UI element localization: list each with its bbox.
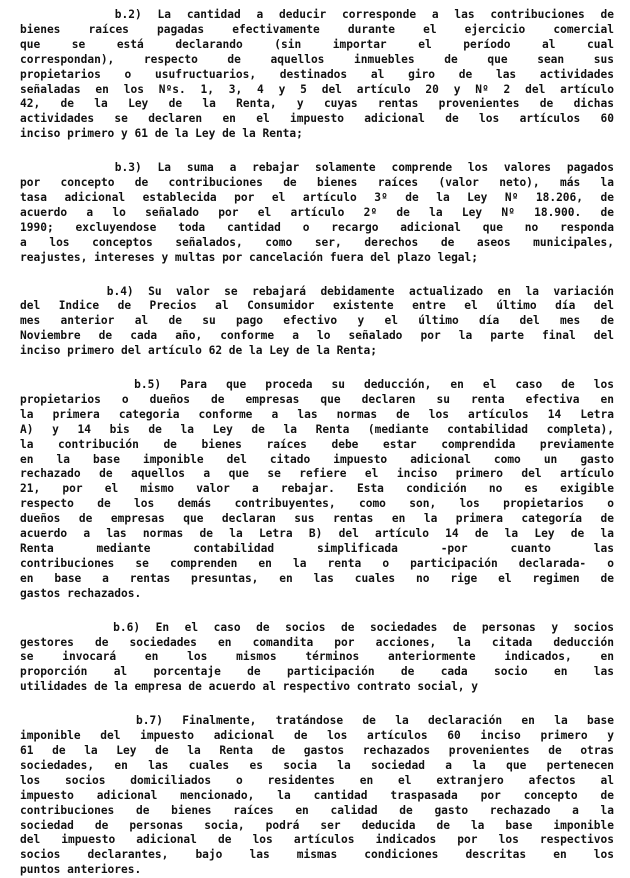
paragraph: [20, 714, 614, 878]
text-line: contribuciones de bienes raíces en calidad de gasto rechazado a la: [20, 803, 614, 817]
text-line: Noviembre de cada año, conforme a lo señalado por la parte final del: [20, 329, 614, 343]
text-line: inciso primero del artículo 62 de la Ley de la Renta;: [20, 344, 377, 358]
text-line: los socios domiciliados o residentes en el extranjero afectos al: [20, 773, 614, 787]
text-line: sociedad de personas socia, podrá ser deducida de la base imponible: [20, 818, 614, 832]
text-line: la primera categoria conforme a las normas de los artículos 14 Letra: [20, 407, 614, 421]
text-line: que se está declarando (sin importar el período al cual: [20, 37, 614, 51]
text-line: proporción al porcentaje de participación de cada socio en las: [20, 665, 614, 679]
text-line: b.5) Para que proceda su deducción, en el caso de los: [20, 378, 614, 392]
text-line: del impuesto adicional de los artículos indicados por los respectivos: [20, 833, 614, 847]
text-line: del Indice de Precios al Consumidor existente entre el último día del: [20, 299, 614, 313]
paragraph: [20, 8, 614, 142]
text-line: puntos anteriores.: [20, 863, 142, 877]
text-line: señaladas en los Nºs. 1, 3, 4 y 5 del artículo 20 y Nº 2 del artículo: [20, 82, 614, 96]
text-line: por concepto de contribuciones de bienes raíces (valor neto), más la: [20, 176, 614, 190]
text-line: gastos rechazados.: [20, 586, 142, 600]
text-line: sociedades, en las cuales es socia la sociedad a la que pertenecen: [20, 758, 614, 772]
text-line: imponible del impuesto adicional de los artículos 60 inciso primero y: [20, 729, 614, 743]
text-line: en la base imponible del citado impuesto adicional como un gasto: [20, 452, 614, 466]
paragraph: [20, 285, 614, 360]
text-line: acuerdo a lo señalado por el artículo 2º de la Ley Nº 18.900. de: [20, 205, 614, 219]
text-line: reajustes, intereses y multas por cancelación fuera del plazo legal;: [20, 250, 479, 264]
text-line: propietarios o dueños de empresas que declaren su renta efectiva en: [20, 392, 614, 406]
text-line: se invocará en los mismos términos anteriormente indicados, en: [20, 650, 614, 664]
text-line: correspondan), respecto de aquellos inmuebles de que sean sus: [20, 52, 614, 66]
text-line: A) y 14 bis de la Ley de la Renta (mediante contabilidad completa),: [20, 422, 614, 436]
paragraph: [20, 161, 614, 265]
text-line: la contribución de bienes raíces debe estar comprendida previamente: [20, 437, 614, 451]
text-line: 61 de la Ley de la Renta de gastos rechazados provenientes de otras: [20, 743, 614, 757]
text-line: socios declarantes, bajo las mismas condiciones descritas en los: [20, 848, 614, 862]
text-line: b.7) Finalmente, tratándose de la declaración en la base: [20, 714, 614, 728]
text-line: rechazado de aquellos a que se refiere el inciso primero del artículo: [20, 467, 614, 481]
paragraph: [20, 378, 614, 602]
text-line: bienes raíces pagadas efectivamente durante el ejercicio comercial: [20, 22, 614, 36]
text-line: 21, por el mismo valor a rebajar. Esta condición no es exigible: [20, 482, 614, 496]
text-line: utilidades de la empresa de acuerdo al respectivo contrato social, y: [20, 680, 479, 694]
text-line: en base a rentas presuntas, en las cuales no rige el regimen de: [20, 571, 614, 585]
text-line: mes anterior al de su pago efectivo y el último día del mes de: [20, 314, 614, 328]
text-line: dueños de empresas que declaran sus rentas en la primera categoría de: [20, 512, 614, 526]
text-line: tasa adicional establecida por el artículo 3º de la Ley Nº 18.206, de: [20, 190, 614, 204]
text-line: 42, de la Ley de la Renta, y cuyas rentas provenientes de dichas: [20, 97, 614, 111]
text-line: Renta mediante contabilidad simplificada -por cuanto las: [20, 542, 614, 555]
text-line: b.2) La cantidad a deducir corresponde a las contribuciones de: [20, 8, 614, 21]
document-body: [20, 8, 614, 878]
text-line: b.4) Su valor se rebajará debidamente actualizado en la variación: [20, 284, 614, 298]
text-line: b.6) En el caso de socios de sociedades de personas y socios: [20, 620, 614, 634]
text-line: propietarios o usufructuarios, destinados al giro de las actividades: [20, 67, 614, 81]
text-line: inciso primero y 61 de la Ley de la Renta;: [20, 127, 303, 141]
text-line: impuesto adicional mencionado, la cantidad traspasada por concepto de: [20, 788, 614, 802]
text-line: 1990; excluyendose toda cantidad o recargo adicional que no responda: [20, 220, 614, 234]
paragraph: [20, 621, 614, 696]
text-line: acuerdo a las normas de la Letra B) del artículo 14 de la Ley de la: [20, 527, 614, 541]
text-line: b.3) La suma a rebajar solamente comprende los valores pagados: [20, 161, 614, 175]
text-line: gestores de sociedades en comandita por acciones, la citada deducción: [20, 635, 614, 649]
text-line: contribuciones se comprenden en la renta o participación declarada- o: [20, 556, 614, 570]
text-line: a los conceptos señalados, como ser, derechos de aseos municipales,: [20, 235, 614, 249]
text-line: respecto de los demás contribuyentes, como son, los propietarios o: [20, 497, 614, 511]
text-line: actividades se declaren en el impuesto adicional de los artículos 60: [20, 112, 614, 126]
